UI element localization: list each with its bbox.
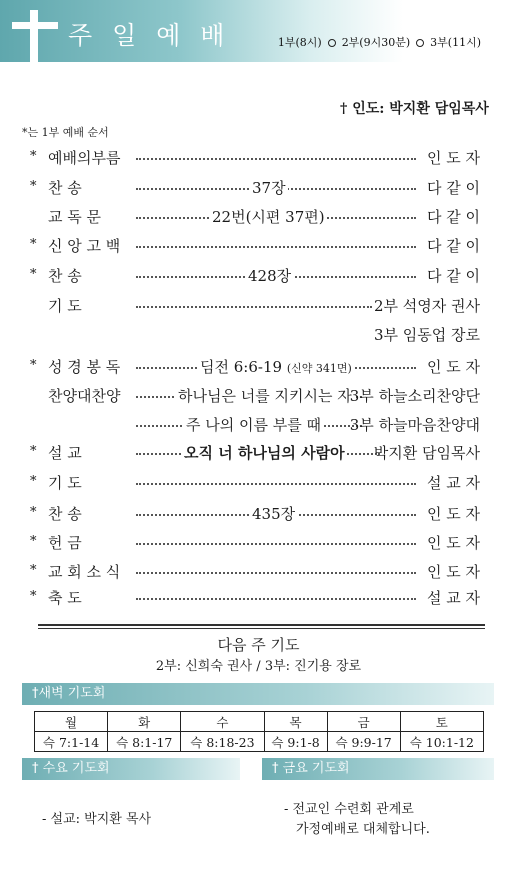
cross-icon-bar (12, 22, 58, 29)
order-item-mid: 37장 (252, 179, 286, 197)
order-item-name: 교 회 소 식 (48, 563, 121, 581)
order-item-right: 다 같 이 (426, 179, 480, 197)
worship-leader: † 인도: 박지환 담임목사 (340, 101, 489, 117)
dotted-leader (136, 572, 416, 574)
wednesday-prayer-text: - 설교: 박지환 목사 (42, 812, 152, 827)
order-row (0, 147, 517, 169)
order-item-mid: 435장 (252, 505, 296, 523)
circle-icon (328, 39, 336, 47)
order-row (0, 561, 517, 583)
cross-icon (30, 10, 38, 64)
friday-line-1: - 전교인 수련회 관계로 (284, 802, 414, 817)
asterisk-mark: * (30, 237, 37, 252)
asterisk-mark: * (30, 149, 37, 164)
order-item-mid (198, 356, 354, 377)
reading-cell: 슥 7:1-14 (35, 732, 108, 752)
order-item-name: 기 도 (48, 474, 82, 492)
service-time-1: 1부(8시) (277, 36, 322, 49)
order-item-right: 인 도 자 (426, 505, 480, 523)
legend-note: *는 1부 예배 순서 (22, 126, 109, 139)
day-cell: 수 (181, 712, 264, 732)
order-item-name: 찬 송 (48, 179, 82, 197)
order-row (0, 295, 517, 317)
order-item-name: 교 독 문 (48, 208, 102, 226)
dotted-leader (136, 483, 416, 485)
table-row (35, 732, 484, 752)
reading-cell: 슥 8:1-17 (108, 732, 181, 752)
order-item-right: 인 도 자 (426, 563, 480, 581)
next-week-prayer-title: 다음 주 기도 (217, 636, 300, 654)
friday-line-2: 가정예배로 대체합니다. (296, 822, 430, 837)
order-item-name: 설 교 (48, 444, 82, 462)
day-cell: 월 (35, 712, 108, 732)
service-time-3: 3부(11시) (430, 36, 481, 49)
circle-icon (416, 39, 424, 47)
order-item-name: 기 도 (48, 297, 82, 315)
order-item-name: 찬 송 (48, 505, 82, 523)
reading-cell: 슥 9:1-8 (264, 732, 327, 752)
order-item-right: 3부 하늘소리찬양단 (349, 387, 480, 405)
order-item-right: 다 같 이 (426, 208, 480, 226)
order-item-name: 찬 송 (48, 267, 82, 285)
asterisk-mark: * (30, 563, 37, 578)
page-title: 주 일 예 배 (68, 21, 231, 50)
day-cell: 화 (108, 712, 181, 732)
asterisk-mark: * (30, 505, 37, 520)
table-row (35, 712, 484, 732)
dawn-prayer-table (34, 711, 484, 752)
dotted-leader (136, 246, 416, 248)
dotted-leader (136, 158, 416, 160)
order-row (0, 414, 517, 436)
order-row (0, 206, 517, 228)
order-item-right: 설 교 자 (426, 589, 480, 607)
dawn-prayer-header: †새벽 기도회 (22, 683, 494, 705)
order-row (0, 442, 517, 464)
order-item-right: 다 같 이 (426, 237, 480, 255)
dotted-leader (136, 543, 416, 545)
order-item-right: 설 교 자 (426, 474, 480, 492)
order-item-right: 3부 하늘마음찬양대 (349, 416, 480, 434)
order-item-name: 신 앙 고 백 (48, 237, 121, 255)
order-item-name: 축 도 (48, 589, 82, 607)
order-item-name: 찬양대찬양 (48, 387, 121, 405)
day-cell: 토 (400, 712, 483, 732)
reading-cell: 슥 8:18-23 (181, 732, 264, 752)
order-item-right: 인 도 자 (426, 358, 480, 376)
order-row (0, 503, 517, 525)
order-item-right: 3부 임동업 장로 (373, 326, 480, 344)
scripture-page: (신약 341면) (286, 362, 352, 375)
order-item-right: 인 도 자 (426, 534, 480, 552)
order-row (0, 324, 517, 346)
order-row (0, 235, 517, 257)
friday-prayer-header: † 금요 기도회 (262, 758, 494, 780)
asterisk-mark: * (30, 267, 37, 282)
next-week-prayer-names: 2부: 신희숙 권사 / 3부: 진기용 장로 (155, 659, 362, 674)
order-row (0, 385, 517, 407)
reading-cell: 슥 10:1-12 (400, 732, 483, 752)
wednesday-prayer-header: † 수요 기도회 (22, 758, 240, 780)
divider (38, 628, 485, 629)
sermon-title: 오직 너 하나님의 사람아 (184, 444, 345, 462)
asterisk-mark: * (30, 534, 37, 549)
order-row (0, 532, 517, 554)
order-item-mid: 하나님은 너를 지키시는 자 (178, 387, 352, 405)
order-item-name: 성 경 봉 독 (48, 358, 121, 376)
dotted-leader (136, 598, 416, 600)
order-row (0, 472, 517, 494)
asterisk-mark: * (30, 589, 37, 604)
order-item-mid: 주 나의 이름 부를 때 (186, 416, 321, 434)
asterisk-mark: * (30, 179, 37, 194)
order-item-right: 인 도 자 (426, 149, 480, 167)
divider (38, 624, 485, 626)
service-time-2: 2부(9시30분) (341, 36, 411, 49)
order-row (0, 265, 517, 287)
order-item-name: 예배의부름 (48, 149, 121, 167)
dotted-leader (136, 306, 372, 308)
order-item-mid: 22번(시편 37편) (212, 208, 325, 226)
scripture-reference: 딤전 6:6-19 (200, 358, 283, 376)
order-item-right: 박지환 담임목사 (373, 444, 480, 462)
order-item-right: 다 같 이 (426, 267, 480, 285)
asterisk-mark: * (30, 358, 37, 373)
day-cell: 목 (264, 712, 327, 732)
day-cell: 금 (327, 712, 400, 732)
reading-cell: 슥 9:9-17 (327, 732, 400, 752)
order-item-mid: 428장 (248, 267, 292, 285)
friday-prayer-text (284, 800, 430, 840)
order-row (0, 356, 517, 378)
service-times (278, 34, 481, 50)
asterisk-mark: * (30, 474, 37, 489)
order-row (0, 587, 517, 609)
asterisk-mark: * (30, 444, 37, 459)
order-item-name: 헌 금 (48, 534, 82, 552)
order-row (0, 177, 517, 199)
header-banner (0, 0, 517, 62)
order-item-right: 2부 석영자 권사 (373, 297, 480, 315)
